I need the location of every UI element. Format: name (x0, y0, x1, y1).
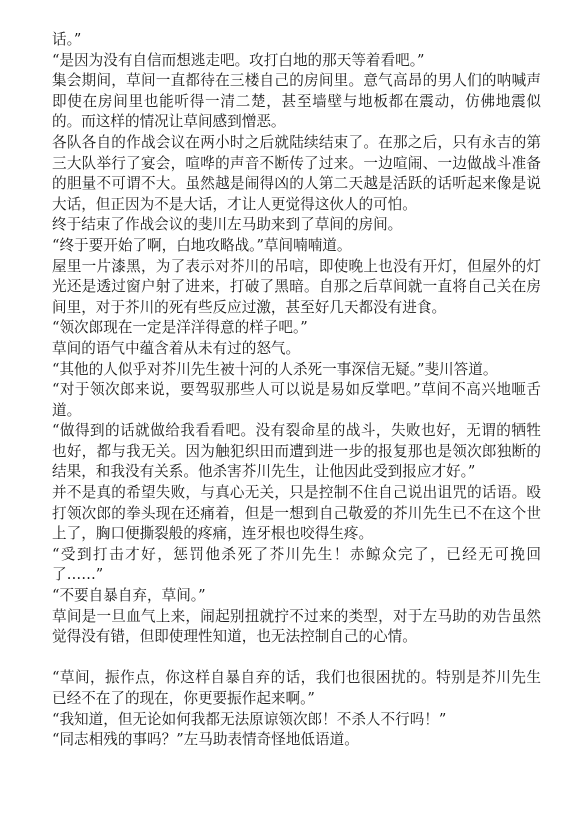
paragraph-15: “不要自暴自弃，草间。” (52, 587, 206, 605)
paragraph-4: 各队各自的作战会议在两小时之后就陆续结束了。在那之后，只有永吉的第三大队举行了宴会，喧哗的声音不断传了过来。一边喧闹、一边做战斗准备的胆量不可谓不大。虽然越是闹得凶的人第二天越是活跃的话听起来像是说大话，但正因为不是大话，才让人更觉得这伙人的可怕。 (52, 133, 541, 213)
paragraph-1: 话。” (52, 31, 82, 48)
paragraph-3: 集会期间，草间一直都待在三楼自己的房间里。意气高昂的男人们的呐喊声即使在房间里也能听得一清二楚，甚至墙壁与地板都在震动，仿佛地震似的。而这样的情况让草间感到憎恶。 (52, 72, 541, 131)
paragraph-11: “对于领次郎来说，要驾驭那些人可以说是易如反掌吧。”草间不高兴地咂舌道。 (52, 381, 541, 419)
paragraph-18: “我知道，但无论如何我都无法原谅领次郎！不杀人不行吗！” (52, 710, 447, 728)
paragraph-13: 并不是真的希望失败，与真心无关，只是控制不住自己说出诅咒的话语。殴打领次郎的拳头现在还痛着，但是一想到自己敬爱的芥川先生已不在这个世上了，胸口便撕裂般的疼痛，连牙根也咬得生疼。 (52, 484, 541, 543)
paragraph-14: “受到打击才好，惩罚他杀死了芥川先生！赤鲸众完了，已经无可挽回了……” (52, 545, 541, 584)
paragraph-2: “是因为没有自信而想逃走吧。攻打白地的那天等着看吧。” (52, 51, 425, 69)
paragraph-16: 草间是一旦血气上来，闹起别扭就拧不过来的类型，对于左马助的劝告虽然觉得没有错，但即使理性知道，也无法控制自己的心情。 (52, 607, 541, 646)
paragraph-12: “做得到的话就做给我看看吧。没有裂命星的战斗，失败也好，无谓的牺牲也好，都与我无关。因为触犯织田而遭到进一步的报复那也是领次郎独断的结果，和我没有关系。他杀害芥川先生，让他因此受到报应才好。” (52, 422, 541, 481)
paragraph-10: “其他的人似乎对芥川先生被十河的人杀死一事深信无疑。”斐川答道。 (52, 360, 498, 378)
paragraph-7: 屋里一片漆黑，为了表示对芥川的吊唁，即使晚上也没有开灯，但屋外的灯光还是透过窗户射了进来，打破了黑暗。自那之后草间就一直将自己关在房间里，对于芥川的死有些反应过激，甚至好几天都没有进食。 (52, 257, 541, 316)
paragraph-17: “草间，振作点，你这样自暴自弃的话，我们也很困扰的。特别是芥川先生已经不在了的现在，你更要振作起来啊。” (52, 669, 541, 707)
paragraph-8: “领次郎现在一定是洋洋得意的样子吧。” (52, 319, 308, 337)
paragraph-9: 草间的语气中蕴含着从未有过的怒气。 (52, 339, 301, 357)
blank-line (52, 648, 541, 669)
paragraph-19: “同志相残的事吗？”左马助表情奇怪地低语道。 (52, 731, 359, 749)
paragraph-5: 终于结束了作战会议的斐川左马助来到了草间的房间。 (52, 216, 403, 234)
paragraph-6: “终于要开始了啊，白地攻略战。”草间喃喃道。 (52, 236, 352, 254)
